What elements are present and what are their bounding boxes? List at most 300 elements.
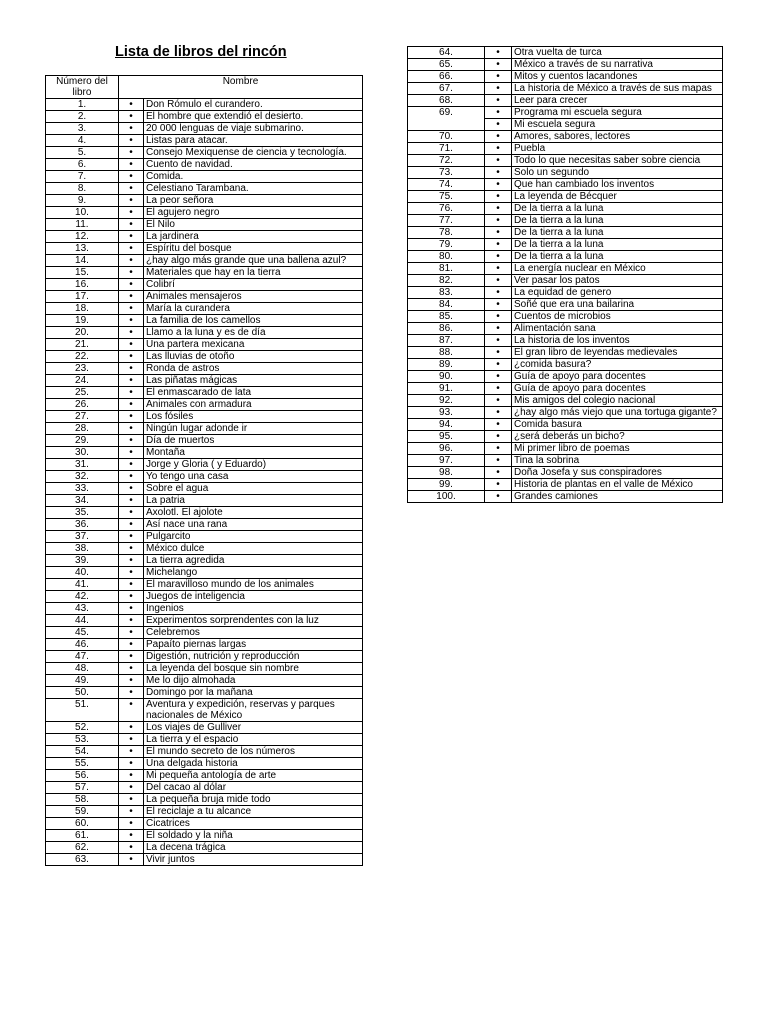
bullet-icon: •: [485, 383, 512, 395]
table-row: [46, 303, 363, 315]
book-number: 77.: [408, 215, 485, 227]
table-row: [46, 351, 363, 363]
book-title: Así nace una rana: [144, 519, 363, 531]
book-number: 17.: [46, 291, 119, 303]
book-title: Las lluvias de otoño: [144, 351, 363, 363]
bullet-icon: •: [119, 818, 144, 830]
table-row: [408, 107, 723, 119]
header-number: Número del libro: [46, 76, 119, 99]
bullet-icon: •: [119, 99, 144, 111]
book-number: 68.: [408, 95, 485, 107]
book-title: Los fósiles: [144, 411, 363, 423]
bullet-icon: •: [119, 459, 144, 471]
book-title: Guía de apoyo para docentes: [512, 383, 723, 395]
table-row: [408, 323, 723, 335]
table-row: [46, 782, 363, 794]
bullet-icon: •: [119, 207, 144, 219]
book-title: Celestiano Tarambana.: [144, 183, 363, 195]
bullet-icon: •: [485, 275, 512, 287]
book-number: 92.: [408, 395, 485, 407]
table-row: [46, 687, 363, 699]
book-title: El mundo secreto de los números: [144, 746, 363, 758]
book-number: 30.: [46, 447, 119, 459]
book-number: 83.: [408, 287, 485, 299]
book-number: 91.: [408, 383, 485, 395]
bullet-icon: •: [485, 131, 512, 143]
bullet-icon: •: [119, 219, 144, 231]
book-title: Digestión, nutrición y reproducción: [144, 651, 363, 663]
book-title: Papaíto piernas largas: [144, 639, 363, 651]
book-number: 51.: [46, 699, 119, 722]
book-title: Doña Josefa y sus conspiradores: [512, 467, 723, 479]
book-title: ¿será deberás un bicho?: [512, 431, 723, 443]
book-number: 25.: [46, 387, 119, 399]
book-number: 62.: [46, 842, 119, 854]
table-row: [46, 830, 363, 842]
table-row: [46, 663, 363, 675]
bullet-icon: •: [119, 687, 144, 699]
table-row: [408, 95, 723, 107]
book-number: 42.: [46, 591, 119, 603]
book-title: La leyenda del bosque sin nombre: [144, 663, 363, 675]
table-row: [46, 579, 363, 591]
table-row: [46, 423, 363, 435]
bullet-icon: •: [485, 455, 512, 467]
table-row: [46, 483, 363, 495]
table-row: [46, 794, 363, 806]
book-title: Otra vuelta de turca: [512, 47, 723, 59]
book-number: 13.: [46, 243, 119, 255]
table-row: [46, 207, 363, 219]
table-row: [46, 279, 363, 291]
bullet-icon: •: [119, 591, 144, 603]
bullet-icon: •: [119, 387, 144, 399]
table-row: [408, 371, 723, 383]
bullet-icon: •: [119, 842, 144, 854]
table-row: [46, 411, 363, 423]
book-title: Mi pequeña antología de arte: [144, 770, 363, 782]
book-title: Colibrí: [144, 279, 363, 291]
table-row: [408, 251, 723, 263]
table-row: [46, 507, 363, 519]
book-number: 54.: [46, 746, 119, 758]
bullet-icon: •: [119, 183, 144, 195]
table-row: [46, 519, 363, 531]
book-title: La tierra y el espacio: [144, 734, 363, 746]
bullet-icon: •: [485, 47, 512, 59]
bullet-icon: •: [119, 411, 144, 423]
table-row: [46, 219, 363, 231]
book-number: 14.: [46, 255, 119, 267]
book-number: 24.: [46, 375, 119, 387]
book-number: 56.: [46, 770, 119, 782]
book-number: 27.: [46, 411, 119, 423]
bullet-icon: •: [119, 363, 144, 375]
table-row: [46, 339, 363, 351]
bullet-icon: •: [119, 147, 144, 159]
bullet-icon: •: [119, 423, 144, 435]
table-row: [408, 311, 723, 323]
header-name: Nombre: [119, 76, 363, 99]
bullet-icon: •: [119, 267, 144, 279]
book-title: El soldado y la niña: [144, 830, 363, 842]
book-number: 19.: [46, 315, 119, 327]
bullet-icon: •: [485, 191, 512, 203]
table-row: [46, 291, 363, 303]
book-title: Mitos y cuentos lacandones: [512, 71, 723, 83]
bullet-icon: •: [485, 467, 512, 479]
bullet-icon: •: [485, 95, 512, 107]
table-row: [46, 123, 363, 135]
book-title: Experimentos sorprendentes con la luz: [144, 615, 363, 627]
bullet-icon: •: [119, 627, 144, 639]
book-number: 66.: [408, 71, 485, 83]
book-number: 29.: [46, 435, 119, 447]
book-number: 2.: [46, 111, 119, 123]
book-number: 70.: [408, 131, 485, 143]
book-title: Ingenios: [144, 603, 363, 615]
bullet-icon: •: [119, 758, 144, 770]
bullet-icon: •: [485, 395, 512, 407]
book-number: 75.: [408, 191, 485, 203]
book-title: Jorge y Gloria ( y Eduardo): [144, 459, 363, 471]
bullet-icon: •: [119, 315, 144, 327]
book-title: María la curandera: [144, 303, 363, 315]
table-row: [46, 555, 363, 567]
book-title: Ronda de astros: [144, 363, 363, 375]
bullet-icon: •: [485, 119, 512, 131]
bullet-icon: •: [119, 195, 144, 207]
bullet-icon: •: [119, 830, 144, 842]
table-row: [408, 335, 723, 347]
table-row: [408, 443, 723, 455]
book-number: 96.: [408, 443, 485, 455]
book-number: 52.: [46, 722, 119, 734]
book-number: 38.: [46, 543, 119, 555]
table-row: [46, 699, 363, 722]
book-number: 99.: [408, 479, 485, 491]
book-title: La leyenda de Bécquer: [512, 191, 723, 203]
book-title: La equidad de genero: [512, 287, 723, 299]
book-number: 88.: [408, 347, 485, 359]
book-title: De la tierra a la luna: [512, 227, 723, 239]
bullet-icon: •: [485, 479, 512, 491]
bullet-icon: •: [485, 311, 512, 323]
book-number: 34.: [46, 495, 119, 507]
book-title: Mi primer libro de poemas: [512, 443, 723, 455]
bullet-icon: •: [119, 495, 144, 507]
book-number: 46.: [46, 639, 119, 651]
bullet-icon: •: [119, 603, 144, 615]
bullet-icon: •: [119, 579, 144, 591]
book-number: 16.: [46, 279, 119, 291]
book-title: De la tierra a la luna: [512, 251, 723, 263]
book-title: Día de muertos: [144, 435, 363, 447]
book-title: Todo lo que necesitas saber sobre ciencia: [512, 155, 723, 167]
book-number: 100.: [408, 491, 485, 503]
book-number: 60.: [46, 818, 119, 830]
book-number: 5.: [46, 147, 119, 159]
table-row: [408, 479, 723, 491]
table-header-row: [46, 76, 363, 99]
table-row: [46, 734, 363, 746]
bullet-icon: •: [119, 375, 144, 387]
bullet-icon: •: [485, 155, 512, 167]
book-title: Animales con armadura: [144, 399, 363, 411]
book-title: Me lo dijo almohada: [144, 675, 363, 687]
book-number: 69.: [408, 107, 485, 131]
book-title: 20 000 lenguas de viaje submarino.: [144, 123, 363, 135]
table-row: [46, 722, 363, 734]
book-title: La familia de los camellos: [144, 315, 363, 327]
bullet-icon: •: [119, 543, 144, 555]
table-row: [46, 195, 363, 207]
book-title: ¿hay algo más viejo que una tortuga gigante?: [512, 407, 723, 419]
bullet-icon: •: [485, 371, 512, 383]
page-title: Lista de libros del rincón: [115, 44, 287, 60]
bullet-icon: •: [485, 239, 512, 251]
book-number: 43.: [46, 603, 119, 615]
bullet-icon: •: [119, 507, 144, 519]
book-number: 44.: [46, 615, 119, 627]
bullet-icon: •: [485, 431, 512, 443]
table-row: [46, 267, 363, 279]
book-number: 63.: [46, 854, 119, 866]
bullet-icon: •: [485, 215, 512, 227]
book-title: De la tierra a la luna: [512, 239, 723, 251]
bullet-icon: •: [119, 531, 144, 543]
book-title: Del cacao al dólar: [144, 782, 363, 794]
book-title: La jardinera: [144, 231, 363, 243]
table-row: [46, 591, 363, 603]
table-row: [408, 143, 723, 155]
table-row: [408, 179, 723, 191]
bullet-icon: •: [119, 770, 144, 782]
book-title: La pequeña bruja mide todo: [144, 794, 363, 806]
book-title: La patria: [144, 495, 363, 507]
bullet-icon: •: [119, 699, 144, 722]
table-row: [46, 567, 363, 579]
bullet-icon: •: [485, 287, 512, 299]
table-row: [46, 231, 363, 243]
book-number: 45.: [46, 627, 119, 639]
table-row: [408, 455, 723, 467]
book-number: 9.: [46, 195, 119, 207]
bullet-icon: •: [485, 335, 512, 347]
table-row: [46, 495, 363, 507]
book-table-right: [407, 46, 723, 503]
book-number: 20.: [46, 327, 119, 339]
book-title: Listas para atacar.: [144, 135, 363, 147]
bullet-icon: •: [485, 107, 512, 119]
book-number: 65.: [408, 59, 485, 71]
book-title: El maravilloso mundo de los animales: [144, 579, 363, 591]
table-row: [408, 299, 723, 311]
book-title: Espíritu del bosque: [144, 243, 363, 255]
table-row: [46, 387, 363, 399]
book-number: 50.: [46, 687, 119, 699]
bullet-icon: •: [119, 255, 144, 267]
bullet-icon: •: [485, 143, 512, 155]
book-number: 57.: [46, 782, 119, 794]
bullet-icon: •: [119, 135, 144, 147]
book-title: Aventura y expedición, reservas y parques nacionales de México: [144, 699, 363, 722]
bullet-icon: •: [485, 83, 512, 95]
book-title: Programa mi escuela segura: [512, 107, 723, 119]
bullet-icon: •: [485, 263, 512, 275]
table-row: [408, 419, 723, 431]
table-row: [408, 383, 723, 395]
bullet-icon: •: [119, 639, 144, 651]
book-number: 40.: [46, 567, 119, 579]
book-title: Ningún lugar adonde ir: [144, 423, 363, 435]
book-title: Mis amigos del colegio nacional: [512, 395, 723, 407]
table-row: [408, 359, 723, 371]
table-row: [46, 459, 363, 471]
table-row: [46, 435, 363, 447]
bullet-icon: •: [119, 794, 144, 806]
book-number: 84.: [408, 299, 485, 311]
book-number: 4.: [46, 135, 119, 147]
bullet-icon: •: [485, 359, 512, 371]
book-title: ¿hay algo más grande que una ballena azul?: [144, 255, 363, 267]
table-row: [46, 615, 363, 627]
table-row: [46, 255, 363, 267]
table-row: [46, 758, 363, 770]
book-title: Consejo Mexiquense de ciencia y tecnología.: [144, 147, 363, 159]
book-number: 78.: [408, 227, 485, 239]
table-row: [408, 83, 723, 95]
table-row: [46, 399, 363, 411]
book-title: Cicatrices: [144, 818, 363, 830]
bullet-icon: •: [119, 722, 144, 734]
bullet-icon: •: [485, 203, 512, 215]
bullet-icon: •: [485, 443, 512, 455]
table-row: [408, 131, 723, 143]
book-number: 23.: [46, 363, 119, 375]
bullet-icon: •: [119, 483, 144, 495]
book-title: Las piñatas mágicas: [144, 375, 363, 387]
table-row: [408, 227, 723, 239]
book-title: Comida basura: [512, 419, 723, 431]
book-title: Vivir juntos: [144, 854, 363, 866]
bullet-icon: •: [119, 471, 144, 483]
book-number: 31.: [46, 459, 119, 471]
book-title: Los viajes de Gulliver: [144, 722, 363, 734]
table-row: [46, 363, 363, 375]
table-row: [46, 159, 363, 171]
bullet-icon: •: [485, 407, 512, 419]
book-number: 95.: [408, 431, 485, 443]
book-title: México dulce: [144, 543, 363, 555]
book-title: La peor señora: [144, 195, 363, 207]
book-title: Ver pasar los patos: [512, 275, 723, 287]
table-row: [46, 806, 363, 818]
book-title: El Nilo: [144, 219, 363, 231]
table-row: [408, 491, 723, 503]
book-title: Montaña: [144, 447, 363, 459]
bullet-icon: •: [119, 746, 144, 758]
bullet-icon: •: [119, 734, 144, 746]
book-title: Michelango: [144, 567, 363, 579]
bullet-icon: •: [485, 323, 512, 335]
book-title: La historia de México a través de sus mapas: [512, 83, 723, 95]
book-number: 48.: [46, 663, 119, 675]
bullet-icon: •: [485, 59, 512, 71]
book-number: 79.: [408, 239, 485, 251]
bullet-icon: •: [119, 111, 144, 123]
book-title: El reciclaje a tu alcance: [144, 806, 363, 818]
table-row: [46, 543, 363, 555]
book-title: Axolotl. El ajolote: [144, 507, 363, 519]
table-row: [408, 191, 723, 203]
bullet-icon: •: [119, 615, 144, 627]
book-title: La historia de los inventos: [512, 335, 723, 347]
table-row: [408, 239, 723, 251]
book-title: Yo tengo una casa: [144, 471, 363, 483]
book-title: El agujero negro: [144, 207, 363, 219]
bullet-icon: •: [119, 399, 144, 411]
book-title: La energía nuclear en México: [512, 263, 723, 275]
table-row: [408, 203, 723, 215]
book-number: 72.: [408, 155, 485, 167]
table-row: [46, 147, 363, 159]
book-title: Alimentación sana: [512, 323, 723, 335]
bullet-icon: •: [485, 179, 512, 191]
bullet-icon: •: [119, 435, 144, 447]
book-title: Sobre el agua: [144, 483, 363, 495]
book-number: 81.: [408, 263, 485, 275]
book-number: 82.: [408, 275, 485, 287]
table-row: [46, 746, 363, 758]
book-title: Llamo a la luna y es de día: [144, 327, 363, 339]
bullet-icon: •: [119, 339, 144, 351]
bullet-icon: •: [119, 171, 144, 183]
book-title: Pulgarcito: [144, 531, 363, 543]
book-title: Comida.: [144, 171, 363, 183]
book-title: Juegos de inteligencia: [144, 591, 363, 603]
bullet-icon: •: [119, 291, 144, 303]
book-title: Soñé que era una bailarina: [512, 299, 723, 311]
book-title: ¿comida basura?: [512, 359, 723, 371]
book-number: 89.: [408, 359, 485, 371]
book-number: 74.: [408, 179, 485, 191]
bullet-icon: •: [119, 782, 144, 794]
book-number: 41.: [46, 579, 119, 591]
book-number: 8.: [46, 183, 119, 195]
bullet-icon: •: [119, 663, 144, 675]
table-row: [408, 71, 723, 83]
table-row: [46, 243, 363, 255]
table-row: [408, 287, 723, 299]
book-title: Puebla: [512, 143, 723, 155]
book-number: 37.: [46, 531, 119, 543]
book-title: Don Rómulo el curandero.: [144, 99, 363, 111]
bullet-icon: •: [485, 227, 512, 239]
table-row: [46, 639, 363, 651]
book-number: 87.: [408, 335, 485, 347]
book-title: Materiales que hay en la tierra: [144, 267, 363, 279]
book-number: 11.: [46, 219, 119, 231]
table-row: [408, 59, 723, 71]
bullet-icon: •: [119, 806, 144, 818]
table-row: [408, 275, 723, 287]
book-number: 80.: [408, 251, 485, 263]
bullet-icon: •: [119, 279, 144, 291]
bullet-icon: •: [119, 567, 144, 579]
book-number: 28.: [46, 423, 119, 435]
bullet-icon: •: [119, 519, 144, 531]
